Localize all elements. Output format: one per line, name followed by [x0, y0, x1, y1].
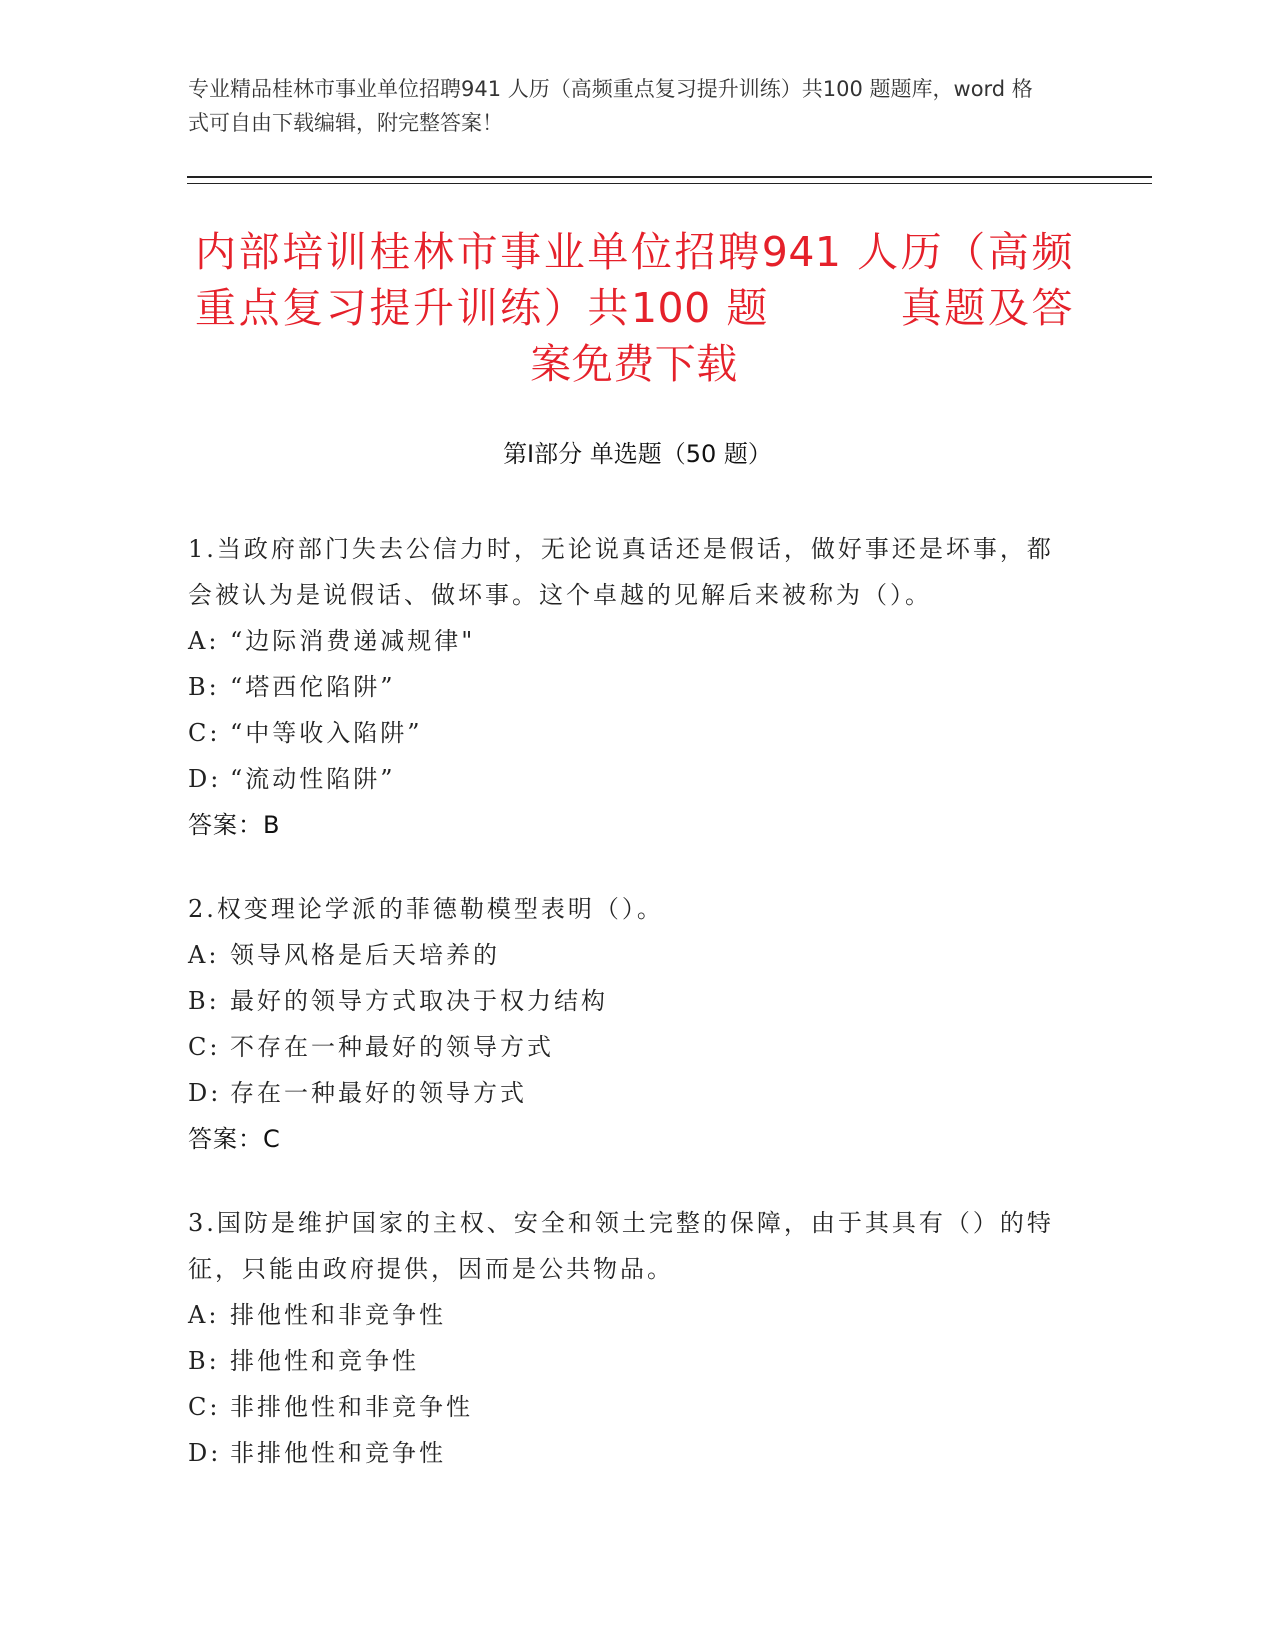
option-a — [188, 618, 1068, 664]
option-letter: C: — [188, 719, 221, 747]
option-a — [188, 932, 1068, 978]
option-letter: D: — [188, 765, 222, 793]
section-heading: 第Ⅰ部分 单选题（50 题） — [503, 440, 772, 468]
question-1 — [188, 526, 1068, 848]
option-letter: D: — [188, 1079, 222, 1107]
answer: 答案：B — [188, 811, 281, 839]
header-divider-thick — [187, 176, 1152, 178]
option-b — [188, 1338, 1068, 1384]
option-d — [188, 1070, 1068, 1116]
option-letter: C: — [188, 1393, 221, 1421]
option-text: “塔西佗陷阱” — [230, 673, 396, 701]
answer: 答案：C — [188, 1125, 281, 1153]
option-text: 非排他性和竞争性 — [230, 1439, 446, 1467]
document-title: 内部培训桂林市事业单位招聘941 人历（高频重点复习提升训练）共100 题 真题及答案免费下载 — [195, 228, 1073, 388]
option-d — [188, 1430, 1068, 1476]
option-letter: B: — [188, 673, 220, 701]
option-letter: B: — [188, 1347, 220, 1375]
question-stem: 1.当政府部门失去公信力时，无论说真话还是假话，做好事还是坏事，都会被认为是说假话、做坏事。这个卓越的见解后来被称为（）。 — [188, 535, 1054, 609]
option-text: “中等收入陷阱” — [230, 719, 423, 747]
option-c — [188, 1384, 1068, 1430]
option-b — [188, 664, 1068, 710]
option-d — [188, 756, 1068, 802]
option-b — [188, 978, 1068, 1024]
option-c — [188, 1024, 1068, 1070]
option-text: 排他性和非竞争性 — [230, 1301, 446, 1329]
option-letter: A: — [188, 1301, 220, 1329]
question-stem: 2.权变理论学派的菲德勒模型表明（）。 — [188, 895, 664, 923]
option-letter: D: — [188, 1439, 222, 1467]
question-list — [188, 526, 1068, 1514]
header-note: 专业精品桂林市事业单位招聘941 人历（高频重点复习提升训练）共100 题题库，word 格式可自由下载编辑，附完整答案！ — [188, 77, 1033, 135]
question-3 — [188, 1200, 1068, 1476]
question-2 — [188, 886, 1068, 1162]
option-letter: A: — [188, 627, 220, 655]
option-text: 最好的领导方式取决于权力结构 — [230, 987, 608, 1015]
option-text: 存在一种最好的领导方式 — [230, 1079, 527, 1107]
option-letter: A: — [188, 941, 220, 969]
option-a — [188, 1292, 1068, 1338]
option-text: “边际消费递减规律" — [230, 627, 476, 655]
question-stem: 3.国防是维护国家的主权、安全和领土完整的保障，由于其具有（）的特征，只能由政府提供，因而是公共物品。 — [188, 1209, 1054, 1283]
option-text: 排他性和竞争性 — [230, 1347, 419, 1375]
option-text: 非排他性和非竞争性 — [230, 1393, 473, 1421]
option-letter: B: — [188, 987, 220, 1015]
option-letter: C: — [188, 1033, 221, 1061]
header-divider-thin — [187, 183, 1152, 184]
option-c — [188, 710, 1068, 756]
option-text: 不存在一种最好的领导方式 — [230, 1033, 554, 1061]
option-text: “流动性陷阱” — [230, 765, 396, 793]
option-text: 领导风格是后天培养的 — [230, 941, 500, 969]
